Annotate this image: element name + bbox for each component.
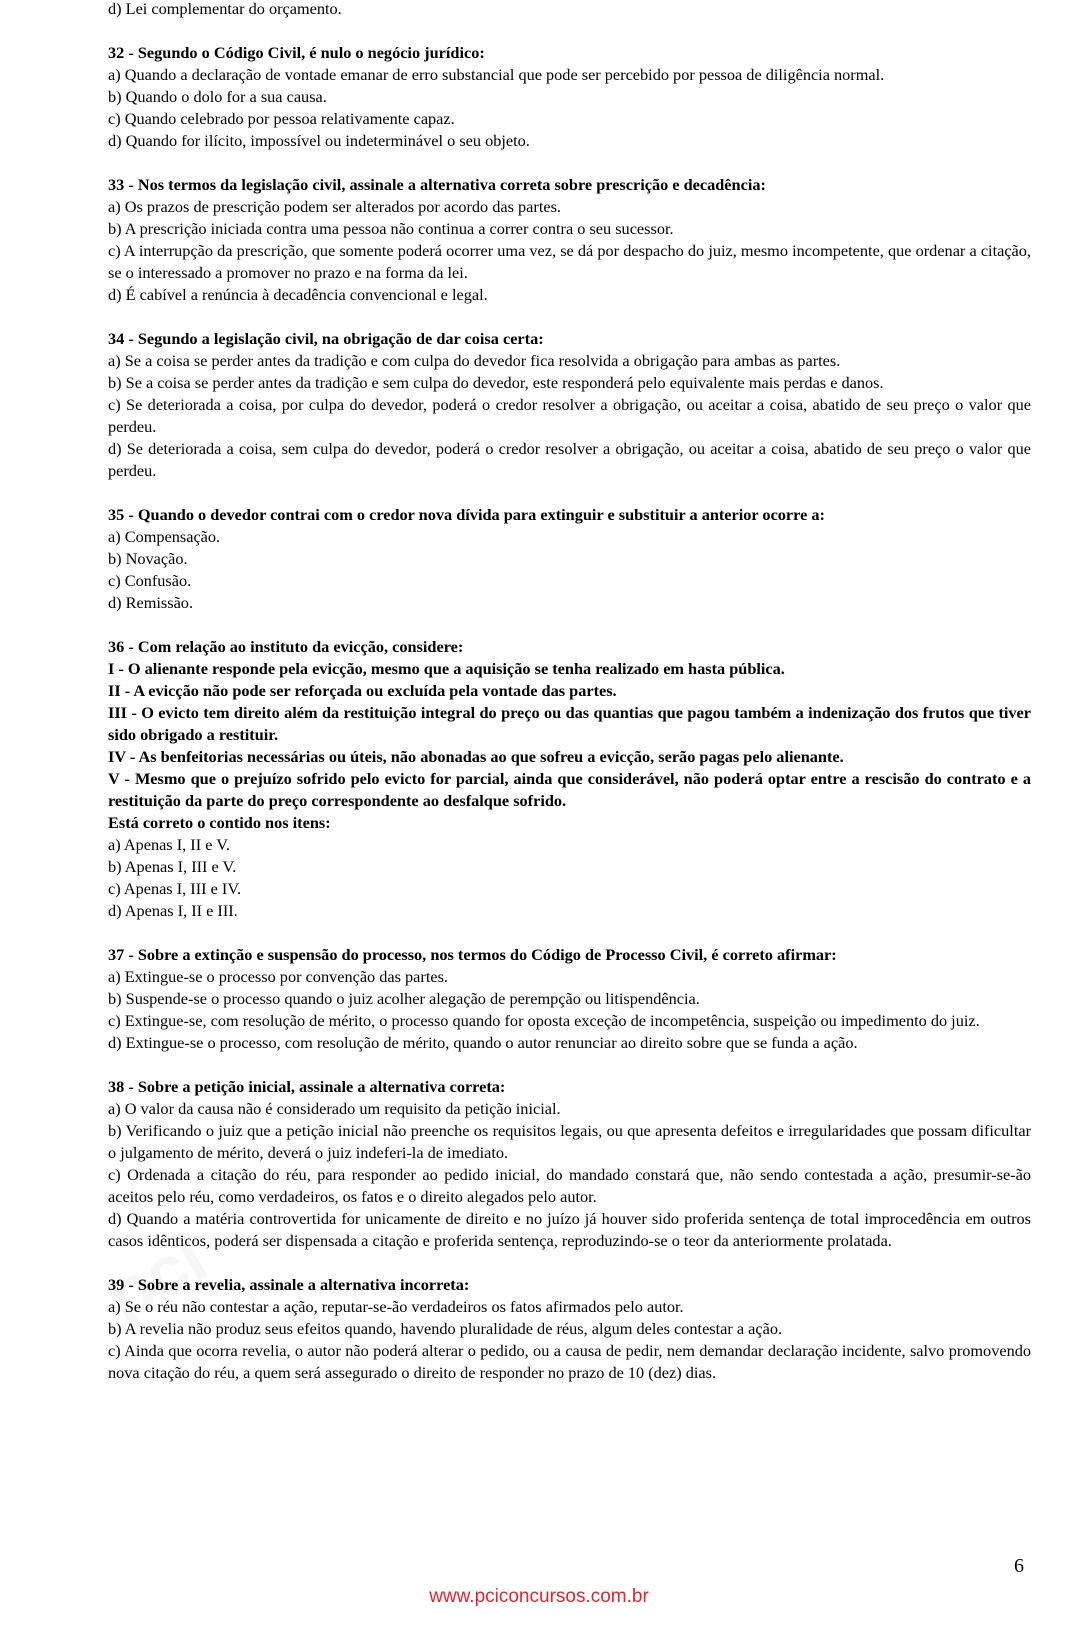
- question-block: [108, 1076, 1031, 1252]
- answer-option: c) Se deteriorada a coisa, por culpa do devedor, poderá o credor resolver a obrigação, ou aceitar a coisa, abatido de seu preço o valor que perdeu.: [108, 395, 1031, 436]
- answer-option: b) A revelia não produz seus efeitos quando, havendo pluralidade de réus, algum deles contestar a ação.: [108, 1319, 783, 1338]
- question-block: [108, 42, 1031, 152]
- question-block: [108, 504, 1031, 614]
- question-title: 37 - Sobre a extinção e suspensão do processo, nos termos do Código de Processo Civil, é correto afirmar:: [108, 945, 837, 964]
- answer-option: b) Apenas I, III e V.: [108, 857, 237, 876]
- question-title: 33 - Nos termos da legislação civil, assinale a alternativa correta sobre prescrição e decadência:: [108, 175, 766, 194]
- answer-option: c) Quando celebrado por pessoa relativamente capaz.: [108, 109, 455, 128]
- question-title: 38 - Sobre a petição inicial, assinale a alternativa correta:: [108, 1077, 506, 1096]
- answer-option: c) Apenas I, III e IV.: [108, 879, 242, 898]
- answer-option: a) O valor da causa não é considerado um requisito da petição inicial.: [108, 1099, 561, 1118]
- question-statement: I - O alienante responde pela evicção, mesmo que a aquisição se tenha realizado em hasta pública.: [108, 659, 785, 678]
- footer-url[interactable]: www.pciconcursos.com.br: [429, 1586, 649, 1607]
- answer-option: d) Apenas I, II e III.: [108, 901, 238, 920]
- answer-option: a) Se a coisa se perder antes da tradição e com culpa do devedor fica resolvida a obrigação para ambas as partes.: [108, 351, 841, 370]
- question-block: [108, 636, 1031, 922]
- answer-option: d) Extingue-se o processo, com resolução de mérito, quando o autor renunciar ao direito sobre que se funda a ação.: [108, 1033, 858, 1052]
- answer-option: a) Extingue-se o processo por convenção das partes.: [108, 967, 448, 986]
- question-block: [108, 174, 1031, 306]
- answer-option: a) Apenas I, II e V.: [108, 835, 230, 854]
- question-statement: III - O evicto tem direito além da restituição integral do preço ou das quantias que pagou também a indenização dos frutos que tiver sido obrigado a restituir.: [108, 703, 1031, 744]
- question-statement: II - A evicção não pode ser reforçada ou excluída pela vontade das partes.: [108, 681, 617, 700]
- question-statement: Está correto o contido nos itens:: [108, 813, 331, 832]
- answer-option: b) Suspende-se o processo quando o juiz acolher alegação de perempção ou litispendência.: [108, 989, 700, 1008]
- answer-option: d) Quando a matéria controvertida for unicamente de direito e no juízo já houver sido proferida sentença de total improcedência em outros casos idênticos, poderá ser dispensada a citação e proferida sentença, reproduzindo-se o teor da anteriormente prolatada.: [108, 1209, 1031, 1250]
- answer-option: c) Ordenada a citação do réu, para responder ao pedido inicial, do mandado constará que, não sendo contestada a ação, presumir-se-ão aceitos pelo réu, como verdadeiros, os fatos e o direito alegados pelo autor.: [108, 1165, 1031, 1206]
- question-block: [108, 944, 1031, 1054]
- answer-option: c) Ainda que ocorra revelia, o autor não poderá alterar o pedido, ou a causa de pedir, nem demandar declaração incidente, salvo promovendo nova citação do réu, a quem será assegurado o direito de responder no prazo de 10 (dez) dias.: [108, 1341, 1031, 1382]
- document-content: [108, 0, 1031, 1406]
- question-title: 35 - Quando o devedor contrai com o credor nova dívida para extinguir e substituir a anterior ocorre a:: [108, 505, 825, 524]
- answer-option: c) A interrupção da prescrição, que somente poderá ocorrer uma vez, se dá por despacho do juiz, mesmo incompetente, que ordenar a citação, se o interessado a promover no prazo e na forma da lei.: [108, 241, 1031, 282]
- answer-option: c) Extingue-se, com resolução de mérito, o processo quando for oposta exceção de incompetência, suspeição ou impedimento do juiz.: [108, 1011, 980, 1030]
- question-list: [108, 42, 1031, 1384]
- question-title: 36 - Com relação ao instituto da evicção, considere:: [108, 637, 464, 656]
- answer-option: b) A prescrição iniciada contra uma pessoa não continua a correr contra o seu sucessor.: [108, 219, 674, 238]
- preceding-option: d) Lei complementar do orçamento.: [108, 0, 342, 18]
- question-statement: IV - As benfeitorias necessárias ou úteis, não abonadas ao que sofreu a evicção, serão pagas pelo alienante.: [108, 747, 844, 766]
- answer-option: b) Quando o dolo for a sua causa.: [108, 87, 327, 106]
- answer-option: b) Verificando o juiz que a petição inicial não preenche os requisitos legais, ou que apresenta defeitos e irregularidades que possam dificultar o julgamento de mérito, deverá o juiz indeferi-la de imediato.: [108, 1121, 1031, 1162]
- answer-option: a) Se o réu não contestar a ação, reputar-se-ão verdadeiros os fatos afirmados pelo autor.: [108, 1297, 684, 1316]
- question-title: 39 - Sobre a revelia, assinale a alternativa incorreta:: [108, 1275, 470, 1294]
- answer-option: a) Quando a declaração de vontade emanar de erro substancial que pode ser percebido por pessoa de diligência normal.: [108, 65, 885, 84]
- question-title: 34 - Segundo a legislação civil, na obrigação de dar coisa certa:: [108, 329, 544, 348]
- question-statement: V - Mesmo que o prejuízo sofrido pelo evicto for parcial, ainda que considerável, não poderá optar entre a rescisão do contrato e a restituição da parte do preço correspondente ao desfalque sofrido.: [108, 769, 1031, 810]
- answer-option: d) Se deteriorada a coisa, sem culpa do devedor, poderá o credor resolver a obrigação, ou aceitar a coisa, abatido de seu preço o valor que perdeu.: [108, 439, 1031, 480]
- question-title: 32 - Segundo o Código Civil, é nulo o negócio jurídico:: [108, 43, 485, 62]
- answer-option: a) Compensação.: [108, 527, 221, 546]
- answer-option: b) Novação.: [108, 549, 188, 568]
- answer-option: a) Os prazos de prescrição podem ser alterados por acordo das partes.: [108, 197, 561, 216]
- page-number: 6: [1014, 1555, 1024, 1577]
- answer-option: c) Confusão.: [108, 571, 192, 590]
- answer-option: d) É cabível a renúncia à decadência convencional e legal.: [108, 285, 488, 304]
- answer-option: b) Se a coisa se perder antes da tradição e sem culpa do devedor, este responderá pelo equivalente mais perdas e danos.: [108, 373, 884, 392]
- answer-option: d) Remissão.: [108, 593, 194, 612]
- answer-option: d) Quando for ilícito, impossível ou indeterminável o seu objeto.: [108, 131, 530, 150]
- question-block: [108, 1274, 1031, 1384]
- question-block: [108, 328, 1031, 482]
